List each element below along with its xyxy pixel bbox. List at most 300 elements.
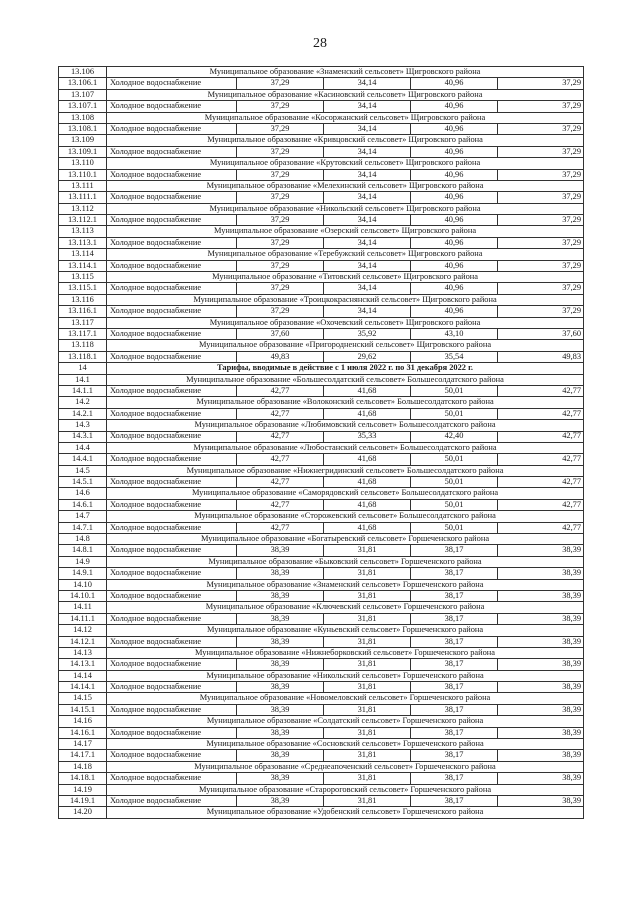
tariff-row	[59, 499, 584, 510]
tariff-value-2: 34,14	[324, 237, 411, 248]
row-number: 13.114	[59, 249, 107, 260]
tariff-value-1: 37,29	[237, 146, 324, 157]
tariff-row	[59, 704, 584, 715]
tariff-value-4: 37,29	[498, 260, 584, 271]
service-name: Холодное водоснабжение	[107, 659, 237, 670]
municipality-row	[59, 203, 584, 214]
row-number: 14.14.1	[59, 682, 107, 693]
municipality-name: Муниципальное образование «Теребужский сельсовет» Щигровского района	[107, 249, 584, 260]
municipality-row	[59, 294, 584, 305]
service-name: Холодное водоснабжение	[107, 192, 237, 203]
tariff-value-1: 37,29	[237, 78, 324, 89]
municipality-name: Муниципальное образование «Саморядовский сельсовет» Большесолдатского района	[107, 488, 584, 499]
tariff-value-4: 38,39	[498, 796, 584, 807]
tariff-row	[59, 682, 584, 693]
municipality-row	[59, 602, 584, 613]
tariff-value-1: 37,29	[237, 283, 324, 294]
tariff-row	[59, 522, 584, 533]
municipality-name: Муниципальное образование «Ключевский сельсовет» Горшеченского района	[107, 602, 584, 613]
municipality-row	[59, 135, 584, 146]
tariff-value-2: 34,14	[324, 192, 411, 203]
row-number: 14.4.1	[59, 454, 107, 465]
tariff-value-3: 38,17	[411, 659, 498, 670]
tariff-value-2: 34,14	[324, 78, 411, 89]
tariff-row	[59, 773, 584, 784]
row-number: 14.9	[59, 556, 107, 567]
municipality-name: Муниципальное образование «Быковский сельсовет» Горшеченского района	[107, 556, 584, 567]
municipality-row	[59, 249, 584, 260]
tariff-value-1: 37,29	[237, 123, 324, 134]
service-name: Холодное водоснабжение	[107, 169, 237, 180]
municipality-row	[59, 556, 584, 567]
tariff-value-3: 42,40	[411, 431, 498, 442]
row-number: 14.20	[59, 807, 107, 818]
tariff-value-4: 42,77	[498, 477, 584, 488]
tariff-row	[59, 283, 584, 294]
tariff-value-1: 38,39	[237, 796, 324, 807]
service-name: Холодное водоснабжение	[107, 260, 237, 271]
tariff-value-3: 50,01	[411, 522, 498, 533]
tariff-row	[59, 408, 584, 419]
tariff-value-1: 38,39	[237, 613, 324, 624]
municipality-row	[59, 272, 584, 283]
tariff-row	[59, 477, 584, 488]
tariff-value-2: 34,14	[324, 101, 411, 112]
row-number: 14.9.1	[59, 568, 107, 579]
tariff-value-1: 38,39	[237, 568, 324, 579]
section-heading-row	[59, 363, 584, 374]
row-number: 14.19	[59, 784, 107, 795]
municipality-row	[59, 397, 584, 408]
tariff-value-1: 38,39	[237, 682, 324, 693]
municipality-row	[59, 374, 584, 385]
service-name: Холодное водоснабжение	[107, 237, 237, 248]
municipality-name: Муниципальное образование «Волоконский сельсовет» Большесолдатского района	[107, 397, 584, 408]
tariff-value-2: 34,14	[324, 260, 411, 271]
tariff-value-3: 40,96	[411, 215, 498, 226]
row-number: 14.6	[59, 488, 107, 499]
tariff-row	[59, 101, 584, 112]
tariff-value-1: 38,39	[237, 773, 324, 784]
service-name: Холодное водоснабжение	[107, 568, 237, 579]
service-name: Холодное водоснабжение	[107, 590, 237, 601]
municipality-row	[59, 226, 584, 237]
municipality-name: Муниципальное образование «Титовский сельсовет» Щигровского района	[107, 272, 584, 283]
municipality-name: Муниципальное образование «Никольский сельсовет» Щигровского района	[107, 203, 584, 214]
municipality-row	[59, 442, 584, 453]
tariff-value-4: 42,77	[498, 499, 584, 510]
tariff-row	[59, 727, 584, 738]
row-number: 14.16.1	[59, 727, 107, 738]
row-number: 14.13.1	[59, 659, 107, 670]
row-number: 14.12	[59, 625, 107, 636]
tariff-value-2: 31,81	[324, 636, 411, 647]
tariff-row	[59, 215, 584, 226]
tariff-value-4: 37,29	[498, 78, 584, 89]
municipality-row	[59, 420, 584, 431]
municipality-name: Муниципальное образование «Старороговский сельсовет» Горшеченского района	[107, 784, 584, 795]
row-number: 13.109.1	[59, 146, 107, 157]
row-number: 13.113.1	[59, 237, 107, 248]
row-number: 14.16	[59, 716, 107, 727]
tariff-value-4: 37,60	[498, 328, 584, 339]
tariff-value-4: 37,29	[498, 123, 584, 134]
municipality-name: Муниципальное образование «Знаменский сельсовет» Щигровского района	[107, 67, 584, 78]
tariff-value-3: 38,17	[411, 636, 498, 647]
tariff-value-2: 31,81	[324, 727, 411, 738]
service-name: Холодное водоснабжение	[107, 123, 237, 134]
service-name: Холодное водоснабжение	[107, 78, 237, 89]
tariff-value-3: 40,96	[411, 283, 498, 294]
row-number: 13.113	[59, 226, 107, 237]
service-name: Холодное водоснабжение	[107, 328, 237, 339]
municipality-row	[59, 317, 584, 328]
tariff-value-2: 31,81	[324, 773, 411, 784]
municipality-name: Муниципальное образование «Пригородненский сельсовет» Щигровского района	[107, 340, 584, 351]
tariff-value-4: 37,29	[498, 169, 584, 180]
tariff-value-1: 37,29	[237, 101, 324, 112]
service-name: Холодное водоснабжение	[107, 283, 237, 294]
tariff-value-3: 50,01	[411, 499, 498, 510]
municipality-row	[59, 112, 584, 123]
tariff-value-4: 38,39	[498, 750, 584, 761]
tariff-row	[59, 545, 584, 556]
tariff-value-4: 37,29	[498, 215, 584, 226]
tariff-value-1: 49,83	[237, 351, 324, 362]
tariff-value-3: 38,17	[411, 682, 498, 693]
row-number: 14.17	[59, 739, 107, 750]
tariff-value-2: 31,81	[324, 704, 411, 715]
tariff-value-2: 41,68	[324, 522, 411, 533]
tariff-row	[59, 613, 584, 624]
row-number: 14.17.1	[59, 750, 107, 761]
tariff-row	[59, 146, 584, 157]
municipality-name: Муниципальное образование «Касиновский сельсовет» Щигровского района	[107, 89, 584, 100]
tariff-row	[59, 796, 584, 807]
tariff-value-2: 31,81	[324, 750, 411, 761]
municipality-name: Муниципальное образование «Троицкокраснянский сельсовет» Щигровского района	[107, 294, 584, 305]
municipality-name: Муниципальное образование «Солдатский сельсовет» Горшеченского района	[107, 716, 584, 727]
tariff-row	[59, 192, 584, 203]
tariff-value-3: 38,17	[411, 704, 498, 715]
tariff-value-2: 35,33	[324, 431, 411, 442]
tariff-value-2: 31,81	[324, 682, 411, 693]
row-number: 14.13	[59, 647, 107, 658]
tariff-value-3: 38,17	[411, 727, 498, 738]
municipality-name: Муниципальное образование «Кривцовский сельсовет» Щигровского района	[107, 135, 584, 146]
row-number: 14.5	[59, 465, 107, 476]
row-number: 13.106	[59, 67, 107, 78]
tariff-value-3: 43,10	[411, 328, 498, 339]
tariff-value-3: 38,17	[411, 796, 498, 807]
row-number: 13.107.1	[59, 101, 107, 112]
municipality-row	[59, 488, 584, 499]
tariff-value-1: 38,39	[237, 590, 324, 601]
municipality-name: Муниципальное образование «Любостанский сельсовет» Большесолдатского района	[107, 442, 584, 453]
tariff-value-3: 40,96	[411, 101, 498, 112]
tariff-value-2: 41,68	[324, 499, 411, 510]
municipality-name: Муниципальное образование «Новомеловский сельсовет» Горшеченского района	[107, 693, 584, 704]
tariff-value-2: 34,14	[324, 283, 411, 294]
row-number: 14.1.1	[59, 385, 107, 396]
service-name: Холодное водоснабжение	[107, 408, 237, 419]
municipality-name: Муниципальное образование «Сторожевский сельсовет» Большесолдатского района	[107, 511, 584, 522]
municipality-name: Муниципальное образование «Большесолдатский сельсовет» Большесолдатского района	[107, 374, 584, 385]
tariff-value-2: 34,14	[324, 123, 411, 134]
tariff-value-1: 42,77	[237, 522, 324, 533]
tariff-value-4: 38,39	[498, 659, 584, 670]
tariff-row	[59, 659, 584, 670]
municipality-row	[59, 761, 584, 772]
tariff-value-1: 37,29	[237, 215, 324, 226]
municipality-row	[59, 807, 584, 818]
municipality-name: Муниципальное образование «Нижнеборковский сельсовет» Горшеченского района	[107, 647, 584, 658]
tariff-value-1: 37,60	[237, 328, 324, 339]
tariff-value-4: 42,77	[498, 431, 584, 442]
service-name: Холодное водоснабжение	[107, 704, 237, 715]
service-name: Холодное водоснабжение	[107, 727, 237, 738]
tariff-value-3: 50,01	[411, 385, 498, 396]
row-number: 13.112	[59, 203, 107, 214]
service-name: Холодное водоснабжение	[107, 522, 237, 533]
tariff-value-1: 42,77	[237, 408, 324, 419]
tariff-value-4: 37,29	[498, 237, 584, 248]
tariff-value-2: 31,81	[324, 590, 411, 601]
row-number: 13.108.1	[59, 123, 107, 134]
service-name: Холодное водоснабжение	[107, 613, 237, 624]
row-number: 13.111	[59, 180, 107, 191]
municipality-name: Муниципальное образование «Крутовский сельсовет» Щигровского района	[107, 158, 584, 169]
tariff-value-3: 40,96	[411, 306, 498, 317]
row-number: 14.3	[59, 420, 107, 431]
tariff-value-4: 37,29	[498, 192, 584, 203]
tariff-value-1: 42,77	[237, 385, 324, 396]
row-number: 13.117	[59, 317, 107, 328]
service-name: Холодное водоснабжение	[107, 773, 237, 784]
section-title: Тарифы, вводимые в действие с 1 июля 2022 г. по 31 декабря 2022 г.	[107, 363, 584, 374]
municipality-name: Муниципальное образование «Охочевский сельсовет» Щигровского района	[107, 317, 584, 328]
tariff-value-2: 31,81	[324, 659, 411, 670]
row-number: 13.118	[59, 340, 107, 351]
municipality-row	[59, 158, 584, 169]
row-number: 13.111.1	[59, 192, 107, 203]
row-number: 13.106.1	[59, 78, 107, 89]
municipality-name: Муниципальное образование «Озерский сельсовет» Щигровского района	[107, 226, 584, 237]
municipality-name: Муниципальное образование «Знаменский сельсовет» Горшеченского района	[107, 579, 584, 590]
municipality-name: Муниципальное образование «Никольский сельсовет» Горшеченского района	[107, 670, 584, 681]
row-number: 14.4	[59, 442, 107, 453]
tariff-value-3: 50,01	[411, 408, 498, 419]
tariff-value-1: 37,29	[237, 237, 324, 248]
tariff-value-2: 34,14	[324, 215, 411, 226]
row-number: 14.8.1	[59, 545, 107, 556]
service-name: Холодное водоснабжение	[107, 545, 237, 556]
row-number: 14.15	[59, 693, 107, 704]
tariff-value-3: 40,96	[411, 169, 498, 180]
municipality-row	[59, 647, 584, 658]
municipality-name: Муниципальное образование «Любимовский сельсовет» Большесолдатского района	[107, 420, 584, 431]
tariff-value-3: 40,96	[411, 260, 498, 271]
municipality-row	[59, 465, 584, 476]
municipality-name: Муниципальное образование «Сосновский сельсовет» Горшеченского района	[107, 739, 584, 750]
municipality-row	[59, 784, 584, 795]
tariff-value-2: 29,62	[324, 351, 411, 362]
tariff-value-3: 40,96	[411, 78, 498, 89]
tariff-value-2: 31,81	[324, 545, 411, 556]
tariff-row	[59, 568, 584, 579]
tariff-value-4: 37,29	[498, 146, 584, 157]
municipality-row	[59, 67, 584, 78]
row-number: 13.116.1	[59, 306, 107, 317]
tariff-value-4: 38,39	[498, 773, 584, 784]
tariff-value-3: 38,17	[411, 568, 498, 579]
service-name: Холодное водоснабжение	[107, 636, 237, 647]
tariff-value-1: 38,39	[237, 727, 324, 738]
row-number: 13.109	[59, 135, 107, 146]
tariff-value-2: 41,68	[324, 408, 411, 419]
row-number: 13.108	[59, 112, 107, 123]
tariff-value-4: 42,77	[498, 408, 584, 419]
tariff-value-3: 40,96	[411, 192, 498, 203]
tariff-value-4: 38,39	[498, 613, 584, 624]
service-name: Холодное водоснабжение	[107, 750, 237, 761]
tariff-value-2: 41,68	[324, 454, 411, 465]
tariff-value-2: 31,81	[324, 796, 411, 807]
row-number: 13.117.1	[59, 328, 107, 339]
service-name: Холодное водоснабжение	[107, 796, 237, 807]
municipality-row	[59, 180, 584, 191]
municipality-name: Муниципальное образование «Богатыревский сельсовет» Горшеченского района	[107, 534, 584, 545]
service-name: Холодное водоснабжение	[107, 499, 237, 510]
municipality-row	[59, 534, 584, 545]
row-number: 14.14	[59, 670, 107, 681]
tariff-value-1: 38,39	[237, 636, 324, 647]
tariff-value-4: 38,39	[498, 636, 584, 647]
row-number: 13.115.1	[59, 283, 107, 294]
tariff-value-3: 38,17	[411, 590, 498, 601]
tariff-value-4: 38,39	[498, 590, 584, 601]
tariff-value-3: 50,01	[411, 477, 498, 488]
municipality-name: Муниципальное образование «Мелехинский сельсовет» Щигровского района	[107, 180, 584, 191]
row-number: 14.5.1	[59, 477, 107, 488]
row-number: 14.8	[59, 534, 107, 545]
tariff-row	[59, 169, 584, 180]
row-number: 14.10	[59, 579, 107, 590]
tariff-value-2: 34,14	[324, 146, 411, 157]
tariff-value-1: 42,77	[237, 499, 324, 510]
row-number: 14.15.1	[59, 704, 107, 715]
tariff-value-1: 38,39	[237, 750, 324, 761]
row-number: 14.18.1	[59, 773, 107, 784]
tariff-value-2: 31,81	[324, 613, 411, 624]
service-name: Холодное водоснабжение	[107, 682, 237, 693]
tariff-value-1: 37,29	[237, 192, 324, 203]
row-number: 14.11.1	[59, 613, 107, 624]
tariff-row	[59, 750, 584, 761]
row-number: 14.19.1	[59, 796, 107, 807]
municipality-row	[59, 693, 584, 704]
tariff-value-3: 38,17	[411, 750, 498, 761]
row-number: 14.2	[59, 397, 107, 408]
row-number: 14.10.1	[59, 590, 107, 601]
tariff-table	[58, 66, 584, 819]
tariff-value-1: 38,39	[237, 545, 324, 556]
municipality-row	[59, 625, 584, 636]
row-number: 13.110.1	[59, 169, 107, 180]
row-number: 13.112.1	[59, 215, 107, 226]
service-name: Холодное водоснабжение	[107, 385, 237, 396]
tariff-value-4: 49,83	[498, 351, 584, 362]
service-name: Холодное водоснабжение	[107, 454, 237, 465]
tariff-value-4: 38,39	[498, 704, 584, 715]
tariff-row	[59, 385, 584, 396]
service-name: Холодное водоснабжение	[107, 431, 237, 442]
tariff-value-1: 37,29	[237, 306, 324, 317]
tariff-value-4: 38,39	[498, 545, 584, 556]
tariff-value-2: 41,68	[324, 477, 411, 488]
service-name: Холодное водоснабжение	[107, 351, 237, 362]
service-name: Холодное водоснабжение	[107, 146, 237, 157]
tariff-value-4: 37,29	[498, 101, 584, 112]
tariff-value-1: 38,39	[237, 659, 324, 670]
municipality-name: Муниципальное образование «Косоржанский сельсовет» Щигровского района	[107, 112, 584, 123]
row-number: 13.115	[59, 272, 107, 283]
tariff-value-1: 37,29	[237, 260, 324, 271]
row-number: 14.6.1	[59, 499, 107, 510]
tariff-row	[59, 351, 584, 362]
municipality-row	[59, 670, 584, 681]
row-number: 13.110	[59, 158, 107, 169]
tariff-row	[59, 590, 584, 601]
tariff-row	[59, 431, 584, 442]
row-number: 14.11	[59, 602, 107, 613]
municipality-row	[59, 579, 584, 590]
tariff-row	[59, 328, 584, 339]
tariff-value-2: 34,14	[324, 169, 411, 180]
municipality-name: Муниципальное образование «Среднеапоченский сельсовет» Горшеченского района	[107, 761, 584, 772]
tariff-row	[59, 78, 584, 89]
row-number: 13.107	[59, 89, 107, 100]
municipality-name: Муниципальное образование «Куньевский сельсовет» Горшеченского района	[107, 625, 584, 636]
service-name: Холодное водоснабжение	[107, 477, 237, 488]
service-name: Холодное водоснабжение	[107, 306, 237, 317]
tariff-value-3: 50,01	[411, 454, 498, 465]
municipality-name: Муниципальное образование «Удобенский сельсовет» Горшеченского района	[107, 807, 584, 818]
tariff-row	[59, 260, 584, 271]
tariff-value-4: 37,29	[498, 306, 584, 317]
service-name: Холодное водоснабжение	[107, 101, 237, 112]
tariff-value-4: 42,77	[498, 454, 584, 465]
municipality-row	[59, 511, 584, 522]
row-number: 14.12.1	[59, 636, 107, 647]
municipality-row	[59, 89, 584, 100]
tariff-value-1: 42,77	[237, 431, 324, 442]
tariff-value-3: 38,17	[411, 545, 498, 556]
row-number: 14.18	[59, 761, 107, 772]
tariff-row	[59, 454, 584, 465]
row-number: 14.7.1	[59, 522, 107, 533]
tariff-value-1: 37,29	[237, 169, 324, 180]
tariff-value-3: 40,96	[411, 237, 498, 248]
row-number: 14	[59, 363, 107, 374]
tariff-value-4: 42,77	[498, 522, 584, 533]
tariff-value-4: 38,39	[498, 727, 584, 738]
tariff-row	[59, 636, 584, 647]
page-number: 28	[313, 36, 327, 51]
tariff-value-3: 35,54	[411, 351, 498, 362]
tariff-row	[59, 237, 584, 248]
row-number: 13.114.1	[59, 260, 107, 271]
